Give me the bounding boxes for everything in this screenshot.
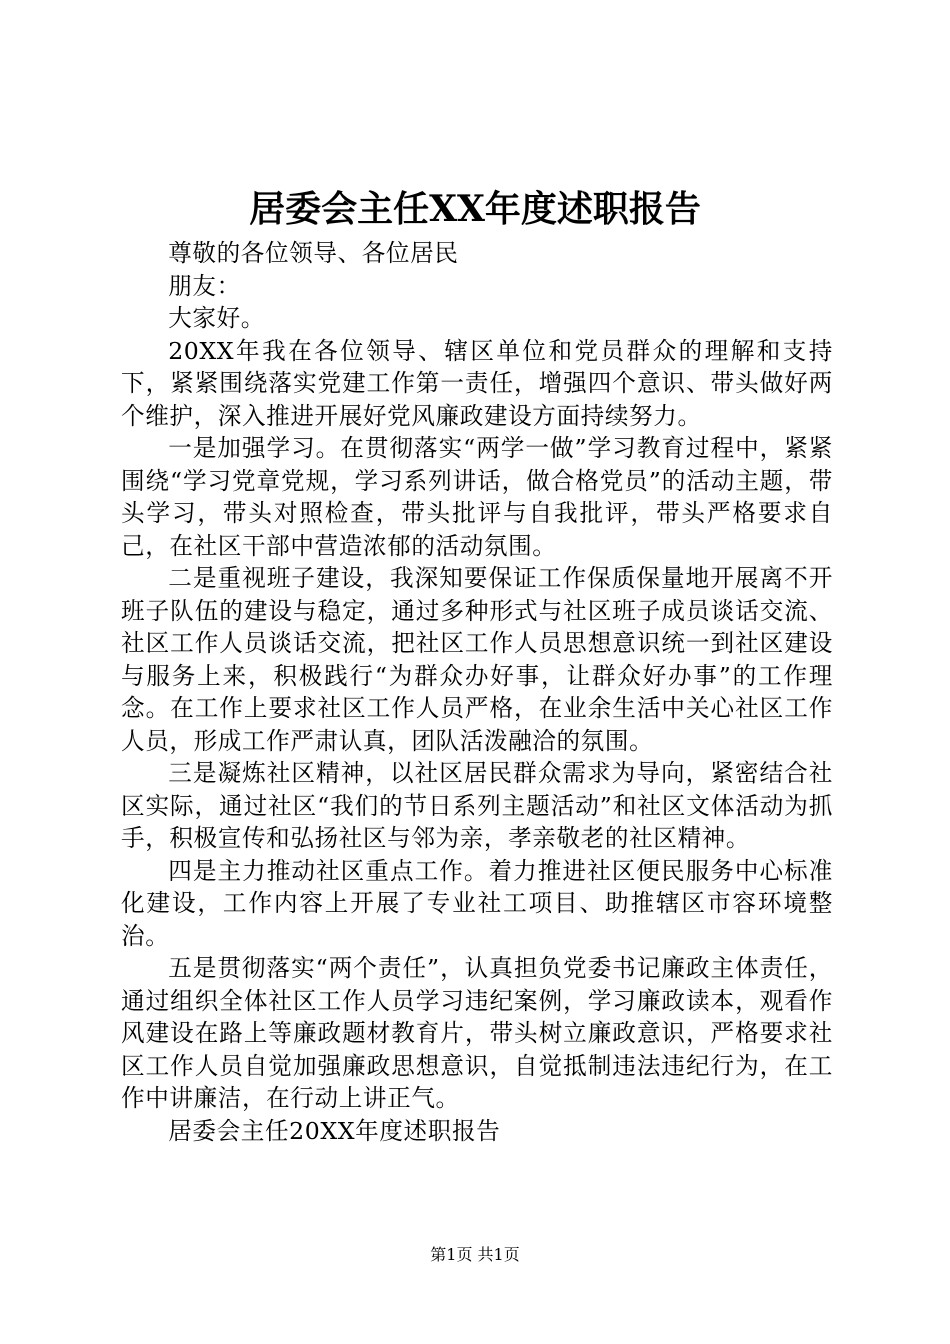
closing-line: 居委会主任20XX年度述职报告: [168, 1116, 501, 1145]
page-footer: 第1页 共1页: [430, 1245, 520, 1264]
greeting: 大家好。: [168, 304, 265, 332]
salutation-continued: 朋友：: [168, 271, 241, 300]
paragraph-community-spirit: 三是凝炼社区精神，以社区居民群众需求为导向，紧密结合社区实际，通过社区“我们的节日系列主题活动”和社区文体活动为抓手，积极宣传和弘扬社区与邻为亲，孝亲敬老的社区精神。: [121, 759, 833, 852]
intro-paragraph: 20XX年我在各位领导、辖区单位和党员群众的理解和支持下，紧紧围绕落实党建工作第一责任，增强四个意识、带头做好两个维护，深入推进开展好党风廉政建设方面持续努力。: [121, 336, 833, 430]
document-title: 居委会主任XX年度述职报告: [249, 188, 701, 230]
paragraph-team-building: 二是重视班子建设，我深知要保证工作保质保量地开展离不开班子队伍的建设与稳定，通过多种形式与社区班子成员谈话交流、社区工作人员谈话交流，把社区工作人员思想意识统一到社区建设与服务上来，积极践行“为群众办好事，让群众好办事”的工作理念。在工作上要求社区工作人员严格，在业余生活中关心社区工作人员，形成工作严肃认真，团队活泼融洽的氛围。: [121, 564, 833, 755]
paragraph-key-work: 四是主力推动社区重点工作。着力推进社区便民服务中心标准化建设，工作内容上开展了专业社工项目、助推辖区市容环境整治。: [121, 856, 833, 950]
salutation-line: 尊敬的各位领导、各位居民: [168, 239, 459, 267]
document-body: [121, 237, 833, 1147]
paragraph-study: 一是加强学习。在贯彻落实“两学一做”学习教育过程中，紧紧围绕“学习党章党规，学习系列讲话，做合格党员”的活动主题，带头学习，带头对照检查，带头批评与自我批评，带头严格要求自己，在社区干部中营造浓郁的活动氛围。: [121, 434, 833, 560]
paragraph-responsibility: 五是贯彻落实“两个责任”，认真担负党委书记廉政主体责任，通过组织全体社区工作人员学习违纪案例，学习廉政读本，观看作风建设在路上等廉政题材教育片，带头树立廉政意识，严格要求社区工作人员自觉加强廉政思想意识，自觉抵制违法违纪行为，在工作中讲廉洁，在行动上讲正气。: [121, 954, 833, 1112]
